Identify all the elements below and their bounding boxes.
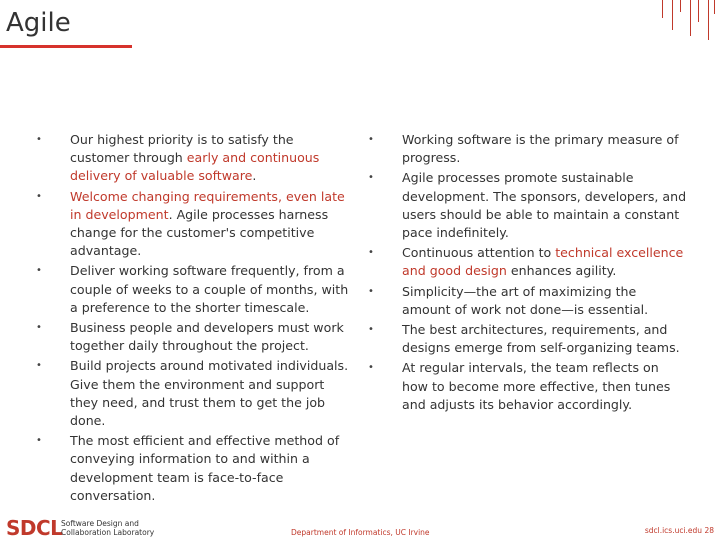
bullet-icon: • <box>36 322 42 334</box>
principle-text: Our highest priority is to satisfy the customer through <box>70 132 294 166</box>
bullet-icon: • <box>36 435 42 447</box>
principle-item <box>368 359 688 414</box>
left-column <box>36 131 356 507</box>
title-underline <box>0 45 132 48</box>
principle-text: . Agile processes harness change for the customer's competitive advantage. <box>70 206 329 259</box>
principle-text: The best architectures, requirements, and designs emerge from self-organizing teams. <box>402 322 680 356</box>
bullet-icon: • <box>368 285 374 297</box>
bullet-icon: • <box>36 134 42 145</box>
principle-item <box>36 131 356 186</box>
principle-text: Working software is the primary measure of progress. <box>402 132 679 166</box>
principle-text: At regular intervals, the team reflects on how to become more effective, then tunes and adjusts its behavior accordingly. <box>402 360 671 412</box>
bullet-icon: • <box>36 360 42 372</box>
lab-name <box>61 519 154 537</box>
principle-text: Business people and developers must work together daily throughout the project. <box>70 320 344 354</box>
principle-item <box>368 131 688 167</box>
principle-text: enhances agility. <box>506 263 617 279</box>
bullet-icon: • <box>368 172 374 184</box>
principle-text: Simplicity—the art of maximizing the amount of work not done—is essential. <box>402 283 649 317</box>
site-url: sdcl.ics.uci.edu <box>644 526 703 535</box>
principle-item <box>36 319 356 355</box>
highlighted-text: technical excellence and good design <box>402 245 684 279</box>
principle-text: Agile processes promote sustainable development. The sponsors, developers, and users should be able to maintain a constant pace indefinitely. <box>402 170 687 241</box>
highlighted-text: Welcome changing requirements, even late in development <box>70 188 345 222</box>
right-column <box>368 131 688 416</box>
principles-list-left <box>36 131 356 505</box>
principle-item <box>36 262 356 317</box>
department-label: Department of Informatics, UC Irvine <box>291 528 430 537</box>
bullet-icon: • <box>36 265 42 277</box>
principle-text: Build projects around motivated individuals. Give them the environment and support they need, and trust them to get the job done. <box>70 358 349 429</box>
principle-item <box>36 432 356 505</box>
principle-text: Continuous attention to <box>402 245 556 261</box>
principle-text: The most efficient and effective method of conveying information to and within a development team is face-to-face conversation. <box>70 433 340 503</box>
bullet-icon: • <box>36 190 42 202</box>
bullet-icon: • <box>368 134 374 145</box>
principle-item <box>36 188 356 261</box>
corner-decoration <box>650 0 720 40</box>
bullet-icon: • <box>368 247 374 259</box>
principles-list-right <box>368 131 688 414</box>
principle-item <box>368 321 688 357</box>
bullet-icon: • <box>368 324 374 336</box>
lab-name-line-1: Software Design and <box>61 519 139 528</box>
bullet-icon: • <box>368 362 374 374</box>
principle-item <box>36 357 356 430</box>
principle-text: Deliver working software frequently, from a couple of weeks to a couple of months, with a preference to the shorter timescale. <box>70 263 349 315</box>
highlighted-text: early and continuous delivery of valuable software <box>70 150 320 184</box>
principle-item <box>368 169 688 242</box>
principle-text: . <box>252 168 257 184</box>
footer-url-and-page <box>645 526 714 535</box>
principle-item <box>368 283 688 319</box>
page-number: 28 <box>704 526 714 535</box>
principle-item <box>368 244 688 280</box>
lab-name-line-2: Collaboration Laboratory <box>61 528 155 537</box>
slide-title: Agile <box>6 8 71 38</box>
sdcl-logo: SDCL <box>6 516 63 540</box>
